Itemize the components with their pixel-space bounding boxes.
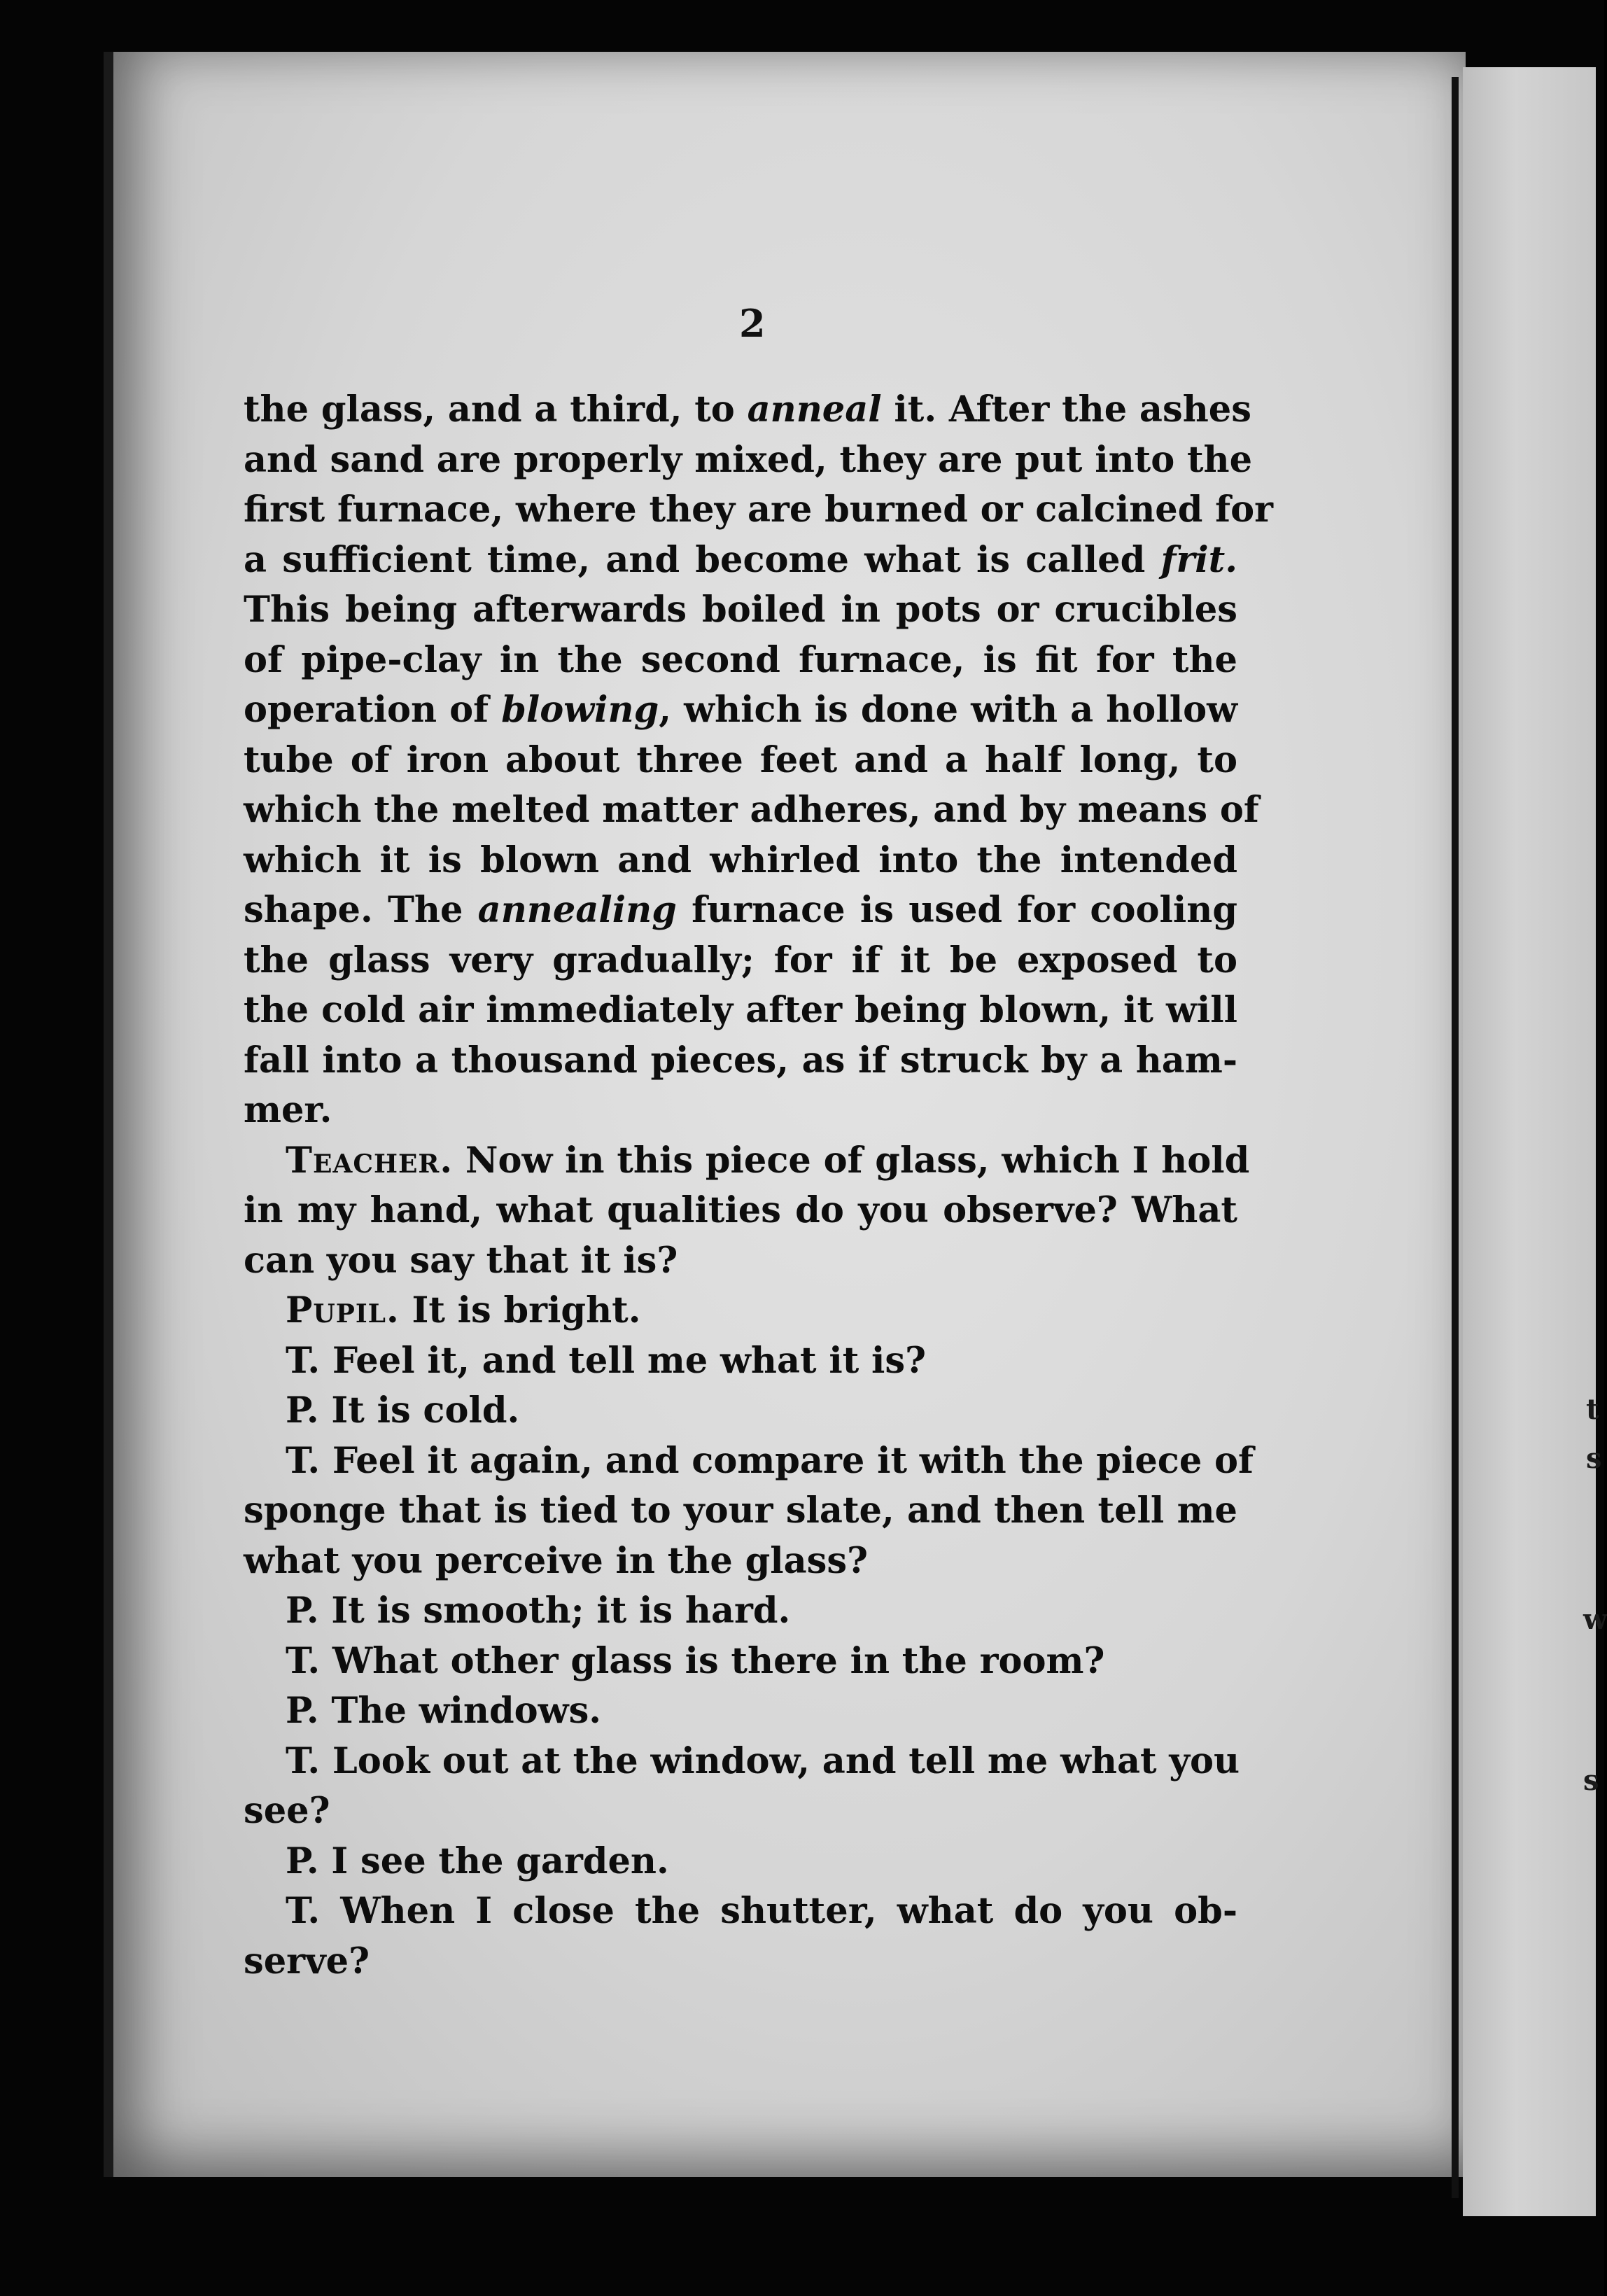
text-run: a sufficient time, and become what is called <box>244 538 1161 581</box>
text-run: T. Look out at the window, and tell me what you <box>286 1740 1240 1782</box>
text-run: the glass, and a third, to <box>244 388 748 430</box>
text-run: P. It is cold. <box>286 1390 520 1432</box>
text-run: what you perceive in the glass? <box>244 1539 868 1582</box>
speaker-label: Teacher. <box>286 1139 454 1182</box>
text-run: furnace is used for cooling <box>676 889 1237 931</box>
text-line <box>244 1586 1237 1637</box>
book-gutter <box>1452 77 1459 2198</box>
emphasis-text: annealing <box>477 889 677 931</box>
text-line <box>244 785 1259 836</box>
text-run: and sand are properly mixed, they are put into the <box>244 438 1253 481</box>
text-run: T. What other glass is there in the room? <box>286 1639 1105 1682</box>
facing-page-letter: w <box>1583 1603 1607 1636</box>
text-line <box>244 1637 1237 1687</box>
text-run: in my hand, what qualities do you observe? What <box>244 1189 1237 1231</box>
text-run: can you say that it is? <box>244 1239 678 1282</box>
text-line <box>244 1086 1237 1136</box>
text-line <box>244 1536 1237 1587</box>
text-line <box>244 1186 1237 1236</box>
text-run: which it is blown and whirled into the intended <box>244 839 1237 881</box>
text-line <box>244 1937 1237 1987</box>
facing-page-letter: s <box>1583 1764 1599 1797</box>
text-line <box>244 485 1273 536</box>
text-line <box>244 1686 1237 1737</box>
text-run: serve? <box>244 1940 370 1982</box>
emphasis-text: anneal <box>747 388 882 430</box>
text-run: tube of iron about three feet and a half long, to <box>244 738 1237 781</box>
emphasis-text: frit. <box>1160 538 1237 581</box>
text-line <box>244 385 1251 435</box>
text-line <box>244 1436 1254 1487</box>
text-line <box>244 1837 1237 1887</box>
text-run: T. Feel it again, and compare it with the piece of <box>286 1439 1254 1482</box>
text-line <box>244 1486 1237 1536</box>
text-line <box>244 936 1237 986</box>
facing-page-letter: s <box>1586 1442 1602 1475</box>
text-run: of pipe-clay in the second furnace, is fit for the <box>244 638 1237 681</box>
text-run: sponge that is tied to your slate, and then tell me <box>244 1490 1237 1532</box>
text-run: first furnace, where they are burned or calcined for <box>244 489 1273 531</box>
text-line <box>244 1136 1250 1186</box>
body-text <box>244 385 1273 1987</box>
text-run: , which is done with a hollow <box>659 689 1237 731</box>
text-run: It is bright. <box>399 1289 641 1331</box>
text-line <box>244 736 1237 786</box>
text-run: This being afterwards boiled in pots or crucibles <box>244 589 1237 631</box>
text-run: operation of <box>244 689 502 731</box>
text-line <box>244 636 1237 686</box>
text-line <box>244 1286 1237 1336</box>
text-run: which the melted matter adheres, and by means of <box>244 789 1259 831</box>
text-run: mer. <box>244 1089 332 1131</box>
text-line <box>244 1786 1237 1837</box>
text-run: it. After the ashes <box>881 388 1251 430</box>
text-run: the cold air immediately after being blown, it will <box>244 989 1237 1031</box>
text-line <box>244 1386 1237 1436</box>
facing-page-letter: t <box>1586 1393 1599 1426</box>
text-run: T. Feel it, and tell me what it is? <box>286 1339 926 1382</box>
text-line <box>244 536 1237 586</box>
text-line <box>244 1236 1237 1287</box>
text-run: P. The windows. <box>286 1690 602 1732</box>
text-line <box>244 1886 1237 1937</box>
text-line <box>244 886 1237 936</box>
page-number: 2 <box>739 301 766 346</box>
text-run: shape. The <box>244 889 478 931</box>
speaker-label: Pupil. <box>286 1289 400 1331</box>
text-line <box>244 836 1237 886</box>
text-run: T. When I close the shutter, what do you ob- <box>286 1890 1237 1932</box>
text-run: fall into a thousand pieces, as if struck by a ham- <box>244 1039 1237 1082</box>
text-line <box>244 435 1253 486</box>
text-run: see? <box>244 1790 330 1832</box>
text-line <box>244 1036 1237 1086</box>
emphasis-text: blowing <box>501 689 659 731</box>
text-line <box>244 986 1237 1036</box>
text-run: the glass very gradually; for if it be exposed to <box>244 939 1237 981</box>
text-line <box>244 585 1237 636</box>
facing-page <box>1463 67 1596 2216</box>
text-run: P. I see the garden. <box>286 1840 669 1882</box>
text-line <box>244 1336 1237 1387</box>
text-line <box>244 685 1237 736</box>
text-line <box>244 1737 1240 1787</box>
text-run: Now in this piece of glass, which I hold <box>453 1139 1250 1182</box>
text-run: P. It is smooth; it is hard. <box>286 1590 791 1632</box>
